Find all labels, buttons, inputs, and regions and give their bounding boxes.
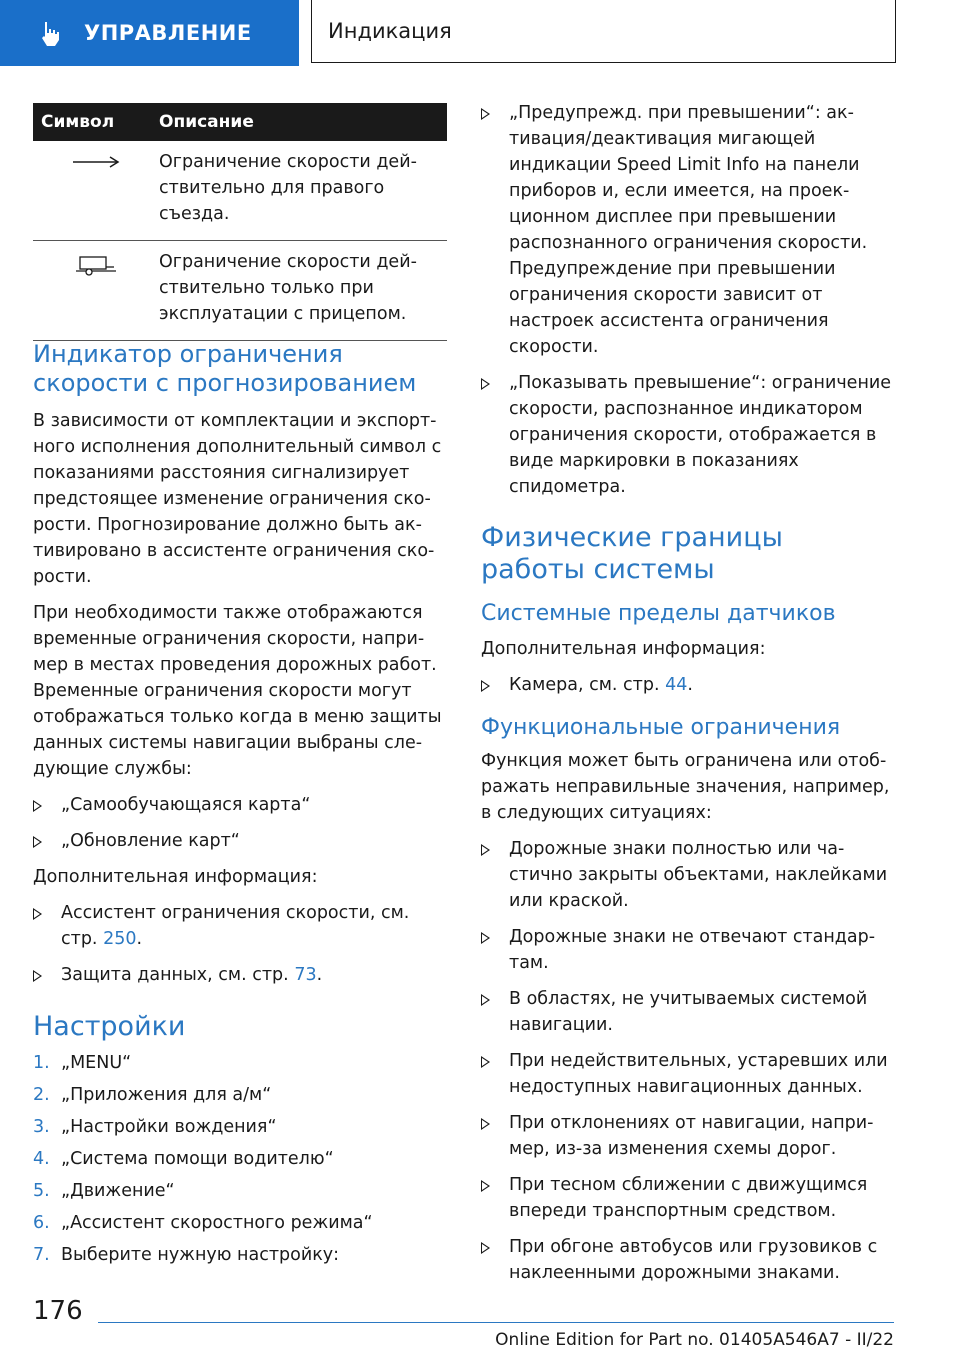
col-symbol-header: Символ [41,112,115,132]
symbol-cell [33,241,159,340]
page-link[interactable]: 73 [294,965,317,985]
chapter-title-box [311,0,896,63]
step-item: 2. „Приложения для а/м“ [33,1085,272,1105]
list-item: При недействительных, устаревших или недоступных навигационных данных. [481,1048,895,1100]
paragraph-functional-limits: Функция может быть ограничена или отображать неправильные значения, например, в следующих ситуациях: [481,751,890,823]
services-list [33,792,447,854]
footer-divider [98,1322,894,1323]
table-header [33,103,447,141]
list-item: „Обновление карт“ [33,828,447,854]
list-item: „Предупрежд. при превышении“: активация/деактивация мигающей индикации Speed Limit Info на панели приборов и, если имеется, на проекционном дисплее при превышении распознанного ограничения скорости. Предупреждение при превышении ограничения скорости зависит от настроек ассистента ограничения скорости. [481,100,895,360]
list-item: Дорожные знаки полностью или частично закрыты объектами, наклейками или краской. [481,836,895,914]
list-item: Камера, см. стр. 44. [481,672,895,698]
more-info-label: Дополнительная информация: [481,639,766,659]
section-label: УПРАВЛЕНИЕ [84,21,252,45]
step-item: 6. „Ассистент скоростного режима“ [33,1213,373,1233]
heading-sensor-limits: Системные пределы датчиков [481,601,836,626]
trailer-icon [76,255,116,277]
step-item: 1. „MENU“ [33,1053,132,1073]
sensor-references [481,672,895,698]
list-item: При отклонениях от навигации, например, из-за изменения схемы дорог. [481,1110,895,1162]
references-list [33,900,447,988]
list-item: В областях, не учитываемых системой навигации. [481,986,895,1038]
table-row [33,141,447,241]
description-cell: Ограничение скорости действительно только при эксплуатации с прицепом. [159,252,417,324]
symbol-cell [33,141,159,240]
heading-settings: Настройки [33,1011,186,1042]
situations-list [481,836,895,1286]
section-tab [0,0,299,66]
list-item: Защита данных, см. стр. 73. [33,962,447,988]
list-item: „Показывать превышение“: ограничение скорости, распознанное индикатором ограничения скорости, отображается в виде маркировки в показаниях спидометра. [481,370,895,500]
chapter-title: Индикация [328,19,452,43]
table-row [33,241,447,341]
list-item: „Самообучающаяся карта“ [33,792,447,818]
more-info-label: Дополнительная информация: [33,867,318,887]
list-item: Ассистент ограничения скорости, см. стр. 250. [33,900,447,952]
hand-pointer-icon [36,18,66,48]
list-item: При обгоне автобусов или грузовиков с наклеенными дорожными знаками. [481,1234,895,1286]
left-column [33,340,447,1268]
paragraph-temporary-limits: При необходимости также отображаются временные ограничения скорости, например в местах проведения дорожных работ. Временные ограничения скорости могут отображаться только когда в меню защиты данных системы навигации выбраны следующие службы: [33,603,442,779]
settings-options [481,100,895,500]
settings-steps [33,1050,447,1268]
right-arrow-icon [72,155,120,169]
page-link[interactable]: 44 [665,675,688,695]
paragraph-predictive: В зависимости от комплектации и экспортного исполнения дополнительный символ с показаниями расстояния сигнализирует предстоящее изменение ограничения скорости. Прогнозирование должно быть активировано в ассистенте ограничения скорости. [33,411,442,587]
page-number: 176 [33,1296,83,1326]
page-link[interactable]: 250 [103,929,137,949]
symbol-table [33,103,447,341]
right-column [481,100,895,1286]
step-item: 4. „Система помощи водителю“ [33,1149,334,1169]
step-item: 7. Выберите нужную настройку: [33,1245,340,1265]
heading-predictive: Индикатор ограничения скорости с прогнозированием [33,340,417,397]
list-item: При тесном сближении с движущимся впереди транспортным средством. [481,1172,895,1224]
step-item: 3. „Настройки вождения“ [33,1117,277,1137]
heading-functional-limits: Функциональные ограничения [481,715,841,740]
heading-physical-limits: Физические границы работы системы [481,522,783,585]
list-item: Дорожные знаки не отвечают стандартам. [481,924,895,976]
footer-edition: Online Edition for Part no. 01405A546A7 - II/22 [495,1330,894,1350]
col-description-header: Описание [159,112,254,132]
step-item: 5. „Движение“ [33,1181,175,1201]
description-cell: Ограничение скорости действительно для правого съезда. [159,152,417,224]
page-header [0,0,960,66]
